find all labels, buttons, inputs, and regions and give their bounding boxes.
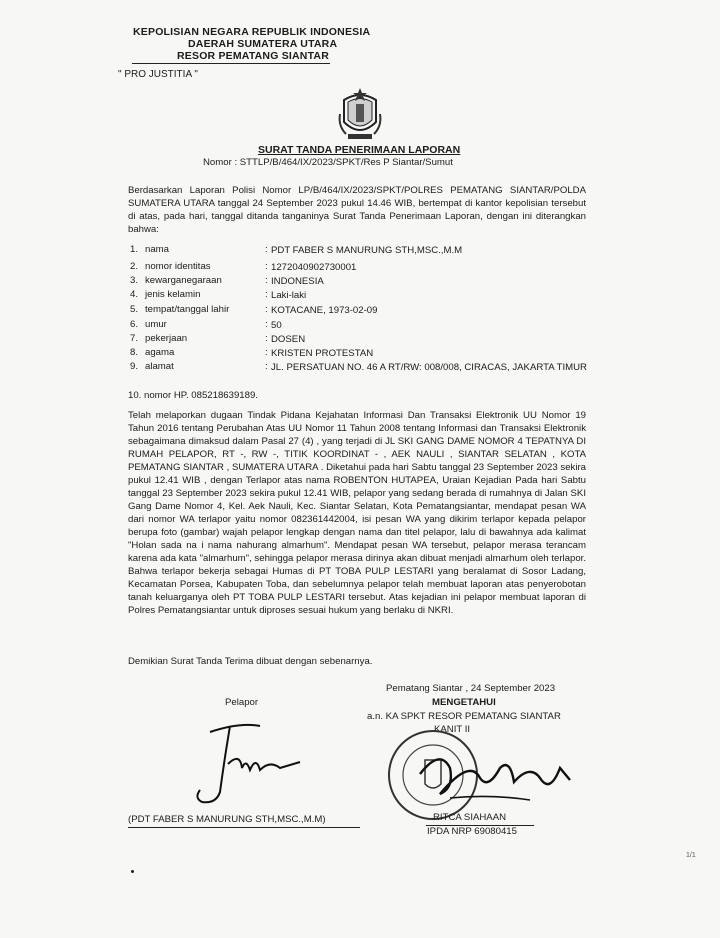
place-date: Pematang Siantar , 24 September 2023	[386, 683, 556, 694]
document-number-text: Nomor : STTLP/B/464/IX/2023/SPKT/Res P Siantar/Sumut	[203, 157, 453, 168]
identity-colon: :	[265, 333, 268, 344]
identity-label: jenis kelamin	[145, 289, 201, 300]
identity-number: 3.	[130, 275, 139, 286]
identity-value: KRISTEN PROTESTAN	[271, 348, 374, 359]
identity-number: 2.	[130, 261, 139, 272]
identity-label: alamat	[145, 361, 174, 372]
identity-label: nomor identitas	[145, 261, 211, 272]
officer-name: RITCA SIAHAAN	[433, 812, 507, 823]
identity-label: kewarganegaraan	[145, 275, 222, 286]
police-emblem-icon	[336, 86, 384, 142]
reporter-signature	[180, 712, 320, 812]
identity-number: 1.	[130, 244, 139, 255]
reporter-name: (PDT FABER S MANURUNG STH,MSC.,M.M)	[128, 814, 326, 825]
closing-statement: Demikian Surat Tanda Terima dibuat dengan sebenarnya.	[128, 656, 373, 667]
agency-name: KEPOLISIAN NEGARA REPUBLIK INDONESIA	[133, 26, 371, 38]
region-name: DAERAH SUMATERA UTARA	[188, 38, 338, 50]
identity-number: 8.	[130, 347, 139, 358]
document-title: SURAT TANDA PENERIMAAN LAPORAN	[258, 144, 461, 156]
identity-colon: :	[265, 304, 268, 315]
identity-label: agama	[145, 347, 175, 358]
identity-number: 4.	[130, 289, 139, 300]
officer-rank: IPDA NRP 69080415	[427, 826, 517, 837]
identity-number: 9.	[130, 361, 139, 372]
identity-number: 6.	[130, 319, 139, 330]
identity-number: 5.	[130, 304, 139, 315]
identity-value: INDONESIA	[271, 276, 324, 287]
identity-colon: :	[265, 275, 268, 286]
official-signature	[410, 738, 580, 818]
header-rule	[132, 63, 330, 64]
stray-mark	[131, 870, 134, 873]
identity-label: pekerjaan	[145, 333, 188, 344]
page-number: 1/1	[686, 852, 696, 859]
identity-label: umur	[145, 319, 167, 330]
kanit-label: KANIT II	[434, 724, 471, 735]
identity-label: tempat/tanggal lahir	[145, 304, 230, 315]
identity-colon: :	[265, 261, 268, 272]
identity-colon: :	[265, 347, 268, 358]
identity-number: 7.	[130, 333, 139, 344]
on-behalf-label: a.n. KA SPKT RESOR PEMATANG SIANTAR	[367, 711, 561, 722]
identity-colon: :	[265, 289, 268, 300]
phone-number: 10. nomor HP. 085218639189.	[128, 390, 258, 401]
identity-value: PDT FABER S MANURUNG STH,MSC.,M.M	[271, 245, 463, 256]
intro-paragraph: Berdasarkan Laporan Polisi Nomor LP/B/464/IX/2023/SPKT/POLRES PEMATANG SIANTAR/POLDA SUMATERA UTARA tanggal 24 September 2023 pukul 14.46 WIB, bertempat di kantor kepolisian tersebut di atas, pada hari, tanggal ditanda tanganinya Surat Tanda Penerimaan Laporan, dengan ini diterangkan bahwa:	[128, 185, 586, 235]
identity-value: JL. PERSATUAN NO. 46 A RT/RW: 008/008, CIRACAS, JAKARTA TIMUR	[271, 362, 587, 373]
identity-label: nama	[145, 244, 169, 255]
resort-name: RESOR PEMATANG SIANTAR	[177, 50, 329, 62]
report-body: Telah melaporkan dugaan Tindak Pidana Kejahatan Informasi Dan Transaksi Elektronik UU Nomor 19 Tahun 2016 tentang Perubahan Atas UU Nomor 11 Tahun 2008 tentang Informasi dan Transaksi Elektronik sebagaimana dimaksud dalam Pasal 27 (4) , yang terjadi di JL SKI GANG DAME NOMOR 4 TEPATNYA DI RUMAH PELAPOR, RT -, RW -, TITIK KOORDINAT - , AEK NAULI , SIANTAR SELATAN , KOTA PEMATANG SIANTAR , SUMATERA UTARA . Diketahui pada hari Sabtu tanggal 23 September 2023 sekira pukul 12.41 WIB , dengan Terlapor atas nama ROBENTON HUTAPEA, Uraian Kejadian Pada hari Sabtu tanggal 23 September 2023 sekira pukul 12.41 WIB, pelapor yang sedang berada di rumahnya di Jalan SKI Gang Dame Nomor 4, Kel. Aek Nauli, Kec. Siantar Selatan, Kota Pematangsiantar, mendapat pesan WA dari nomor WA terlapor yaitu nomor 082361442004, isi pesan WA yang dikirim terlapor kepada pelapor berupa foto (gambar) wajah pelapor lengkap dengan nama dan titel pelapor, lalu di bawahnya ada kalimat "Holan sada na i nama nahurang almarhum". Mendapat pesan WA tersebut, pelapor merasa terancam karena ada kata "almarhum", sehingga pelapor merasa dirinya akan dibuat menjadi almarhum oleh terlapor. Bahwa terlapor bekerja sebagai Humas di PT TOBA PULP LESTARI yang beralamat di Sosor Ladang, Kecamatan Porsea, Kabupaten Toba, dan sebelumnya pelapor telah membuat laporan atas penyerobotan tanah keluarganya oleh PT TOBA PULP LESTARI tersebut. Atas kejadian ini pelapor membuat laporan di Polres Pematangsiantar untuk diproses sesuai hukum yang berlaku di NKRI.	[128, 410, 586, 616]
identity-value: KOTACANE, 1973-02-09	[271, 305, 378, 316]
mengetahui-label: MENGETAHUI	[432, 697, 496, 708]
identity-colon: :	[265, 361, 268, 372]
identity-value: 50	[271, 320, 282, 331]
reporter-name-underline	[128, 827, 360, 828]
identity-colon: :	[265, 319, 268, 330]
pro-justitia: " PRO JUSTITIA "	[118, 69, 198, 80]
identity-colon: :	[265, 244, 268, 255]
identity-value: Laki-laki	[271, 290, 307, 301]
document-number	[203, 157, 453, 168]
identity-value: DOSEN	[271, 334, 306, 345]
identity-value: 1272040902730001	[271, 262, 357, 273]
reporter-role: Pelapor	[225, 697, 259, 708]
